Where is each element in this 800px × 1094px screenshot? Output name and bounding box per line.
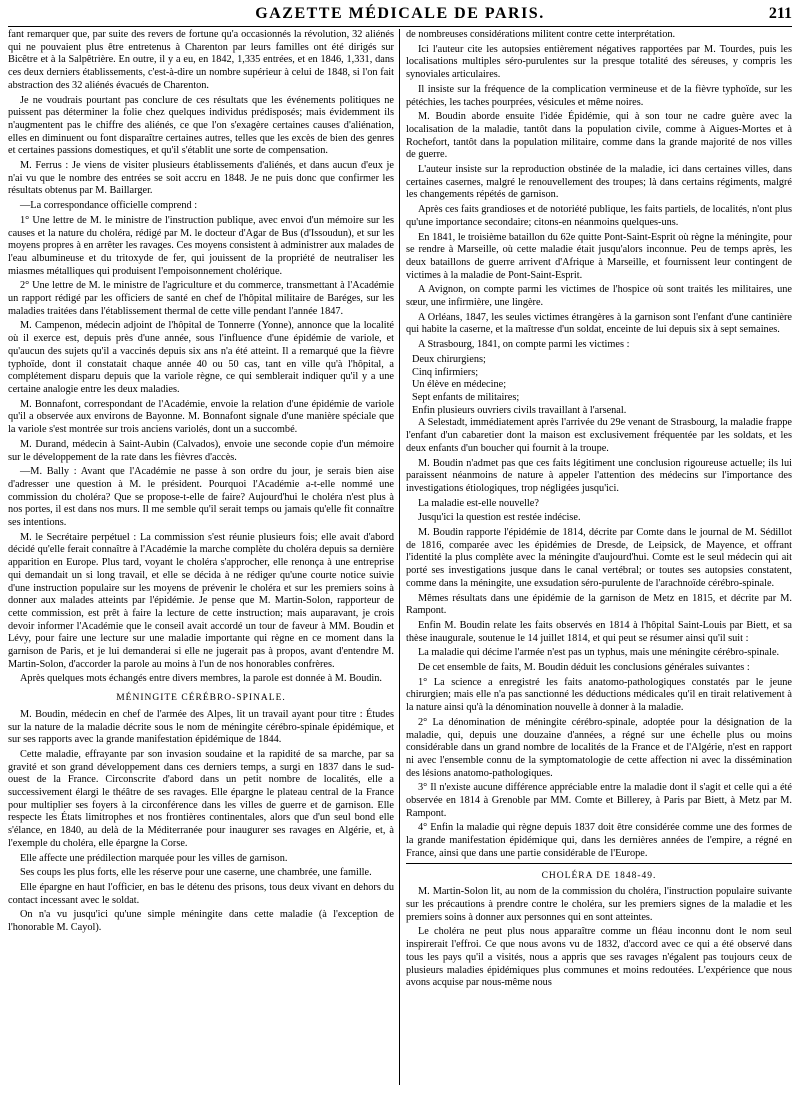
paragraph: fant remarquer que, par suite des revers de fortune qu'a occasionnés la révolution, 32 aliénés qui ne pouvaient plus être entretenus à Charenton par leurs familles ont été dirigés sur Bicêtre et à la Salpêtrière. En outre, il y a eu, en 1842, 1,335 entrées, et en 1846, 1,331, dans ces deux derniers établissements, c'est-à-dire un nombre supérieur à celui de 1848, si l'on fait abstraction des 32 aliénés évacués de Charenton. xyxy=(8,29,394,91)
paragraph: M. Boudin, médecin en chef de l'armée des Alpes, lit un travail ayant pour titre : Études sur la nature de la maladie décrite sous le nom de méningite cérébro-spinale épidémique, et sur ses rapports avec la grande manifestation épidémique de 1844. xyxy=(8,708,394,746)
paragraph: Cette maladie, effrayante par son invasion soudaine et la rapidité de sa marche, par sa gravité et son grand développement dans ces derniers temps, a surgi en 1837 dans le sud-ouest de la France. Circonscrite d'abord dans un petit nombre de localités, elle a successivement élargi le théâtre de ses ravages. Elle épargne le plateau central de la France pour multiplier ses foyers à la circonférence dans les villes de guerre et de garnison. Elle respecte les États limitrophes et nos frontières continentales, alors que d'un seul bond elle s'élance, en 1840, au delà de la Méditerranée pour inaugurer ses ravages en Algérie, et, à l'exemple du choléra, elle épargne la Corse. xyxy=(8,748,394,849)
paragraph: L'auteur insiste sur la reproduction obstinée de la maladie, ici dans certaines villes, dans certaines casernes, malgré le renouvellement des troupes; là dans certains régiments, malgré les changements répétés de garnison. xyxy=(406,164,792,201)
paragraph: Elle affecte une prédilection marquée pour les villes de garnison. xyxy=(20,852,288,864)
paragraph: —La correspondance officielle comprend : xyxy=(20,200,198,212)
paragraph: M. Durand, médecin à Saint-Aubin (Calvados), envoie une seconde copie d'un mémoire sur le développement de la rate dans les fièvres d'accès. xyxy=(8,438,394,463)
paragraph: Après quelques mots échangés entre divers membres, la parole est donnée à M. Boudin. xyxy=(20,673,383,685)
paragraph: 1° Une lettre de M. le ministre de l'instruction publique, avec envoi d'un mémoire sur les causes et la nature du choléra, rédigé par M. le docteur d'Agar de Bus (d'Issoudun), et sur les moyens propres à en arrêter les ravages. Ces moyens consistent à administrer aux malades de l'eau albumineuse et du tritoxyde de fer, qui jouissent de la propriété de neutraliser les miasmes métalliques qui produisent l'empoisonnement cholérique. xyxy=(8,214,394,277)
page xyxy=(8,4,792,1086)
paragraph: Il insiste sur la fréquence de la complication vermineuse et de la fièvre typhoïde, sur les pétéchies, les taches pourprées, vésicules et même noires. xyxy=(406,83,792,108)
paragraph: La maladie est-elle nouvelle? xyxy=(418,497,539,509)
paragraph: M. Ferrus : Je viens de visiter plusieurs établissements d'aliénés, et dans aucun d'eux je n'ai vu que le nombre des entrées se soit accru en 1848. Je ne puis donc que confirmer les résultats obtenus par M. Baillarger. xyxy=(8,160,394,197)
section-divider xyxy=(406,863,792,864)
paragraph: M. Campenon, médecin adjoint de l'hôpital de Tonnerre (Yonne), annonce que la localité où il exerce est, depuis près d'une année, sous l'influence d'une épidémie de variole, et qu'aucun des sujets qu'il a vaccinés depuis six ans n'a été atteint. Il a remarqué que la fièvre typhoïde, dont il constatait chaque année 40 ou 50 cas, tant en ville qu'à l'hôpital, a complétement disparu depuis que la variole règne, ce qui semblerait indiquer qu'il y a une certaine analogie entre les deux maladies. xyxy=(8,320,394,395)
paragraph: On n'a vu jusqu'ici qu'une simple méningite dans cette maladie (à l'exception de l'honorable M. Cayol). xyxy=(8,909,394,934)
paragraph: Jusqu'ici la question est restée indécise. xyxy=(418,512,581,524)
paragraph: M. Boudin n'admet pas que ces faits légitiment une conclusion rigoureuse actuelle; ils lui paraissent néanmoins de nature à appeler l'attention des médecins sur l'importance des investigations étiologiques, trop négligées jusqu'ici. xyxy=(406,457,792,494)
paragraph: A Strasbourg, 1841, on compte parmi les victimes : xyxy=(418,339,630,351)
paragraph: —M. Bally : Avant que l'Académie ne passe à son ordre du jour, je serais bien aise d'adresser une question à M. le président. Pourquoi l'Académie a-t-elle nommé une commission du choléra? Que se propose-t-elle de faire? Aujourd'hui le choléra n'est plus à nos portes, il est dans nos murs. Il me semble qu'il serait temps ou jamais qu'elle fit connaître ses intentions. xyxy=(8,466,394,529)
paragraph: Mêmes résultats dans une épidémie de la garnison de Metz en 1815, et décrite par M. Rampont. xyxy=(406,592,792,617)
paragraph: M. Boudin aborde ensuite l'idée Épidémie, qui à son tour ne cadre guère avec la localisation de la maladie, tantôt dans la population civile, comme à Aigues-Mortes et à Rochefort, tantôt dans la population militaire, comme dans la grande majorité de nos villes de guerre. xyxy=(406,111,792,161)
section-heading: MÉNINGITE CÉRÉBRO-SPINALE. xyxy=(116,693,286,704)
paragraph: M. Bonnafont, correspondant de l'Académie, envoie la relation d'une épidémie de variole qu'il a observée aux environs de Bayonne. M. Bonnafont signale d'une manière spéciale que la variole s'est montrée sur trois anciens variolés, dont un a succombé. xyxy=(8,398,394,436)
paragraph: Je ne voudrais pourtant pas conclure de ces résultats que les événements politiques ne puissent pas déterminer la folie chez quelques individus prédisposés; mais évidemment ils n'augmentent pas le chiffre des aliénés, ce que l'on s'exagère certaines causes d'aliénation, elles en diminuent ou font disparaître certaines autres, telles que les excès de bien des genres et certaines passions domestiques, et qu'il s'établit une sorte de compensation. xyxy=(8,94,394,157)
victims-list xyxy=(406,354,792,418)
paragraph: M. Boudin rapporte l'épidémie de 1814, décrite par Comte dans le journal de M. Sédillot de 1816, comparée avec les épidémies de Dresde, de Leipsick, de Mayence, et offrant l'identité la plus complète avec la méningite d'aujourd'hui. Comte est le seul médecin qui ait porté ses investigations jusque dans le canal vertébral; or toutes ses autopsies constatent, comme dans la méningite, une exsudation séro-purulente de l'arachnoïde cérébro-spinale. xyxy=(406,527,792,589)
paragraph: M. Martin-Solon lit, au nom de la commission du choléra, l'instruction populaire suivante sur les précautions à prendre contre le choléra, sur les premiers signes de la maladie et les premiers soins à donner aux personnes qui en sont atteintes. xyxy=(406,886,792,923)
paragraph: La maladie qui décime l'armée n'est pas un typhus, mais une méningite cérébro-spinale. xyxy=(418,647,780,659)
paragraph: A Selestadt, immédiatement après l'arrivée du 29e venant de Strasbourg, la maladie frappe l'enfant d'un cabaretier dont la maison est exclusivement fréquentée par les soldats, et les deux enfants d'un boucher qui fournit à la troupe. xyxy=(406,417,792,454)
list-item: Sept enfants de militaires; xyxy=(412,391,520,403)
paragraph: 2° La dénomination de méningite cérébro-spinale, adoptée pour la désignation de la maladie, qui, depuis une douzaine d'années, a régné sur une échelle plus ou moins considérable dans un grand nombre de localités de la France et de l'Algérie, n'est en rapport ni avec l'ensemble connu de la symptomatologie de cette affection ni avec la dissémination des lésions anatomo-pathologiques. xyxy=(406,716,792,779)
right-column xyxy=(400,29,792,1085)
list-item: Cinq infirmiers; xyxy=(412,366,479,378)
paragraph: Ses coups les plus forts, elle les réserve pour une caserne, une chambrée, une famille. xyxy=(20,867,372,879)
text-columns xyxy=(8,29,792,1085)
paragraph: Elle épargne en haut l'officier, en bas le détenu des prisons, tous deux vivant en dehors du contact incessant avec le soldat. xyxy=(8,882,394,906)
list-item: Deux chirurgiens; xyxy=(412,353,486,365)
paragraph: 3° Il n'existe aucune différence appréciable entre la maladie dont il s'agit et celle qui a été observée en 1814 à Grenoble par MM. Comte et Billerey, à Paris par Biett, à Metz par M. Rampont. xyxy=(406,782,792,819)
paragraph: 1° La science a enregistré les faits anatomo-pathologiques constatés par le jeune chirurgien; mais elle n'a pas sanctionné les déductions médicales qu'il en tirait relativement à la nature ainsi qu'à la dénomination nouvelle à donner à la maladie. xyxy=(406,676,792,714)
list-item: Enfin plusieurs ouvriers civils travaillant à l'arsenal. xyxy=(412,404,627,416)
journal-title: GAZETTE MÉDICALE DE PARIS. xyxy=(255,5,545,22)
paragraph: Après ces faits grandioses et de notoriété publique, les faits partiels, de localités, n'ont plus qu'une importance secondaire; citons-en néanmoins quelques-uns. xyxy=(406,204,792,228)
paragraph: Le choléra ne peut plus nous apparaître comme un fléau inconnu dont le nom seul inspirerait l'effroi. Ce que nous avons vu de 1832, d'accord avec ce qui a été observé dans tous les pays qu'il a visités, nous a appris que ses ravages n'égalent pas toujours ceux de plusieurs maladies épidémiques plus communes et moins redoutées. L'expérience que nous avons acquise par nous-même nous xyxy=(406,926,792,989)
paragraph: de nombreuses considérations militent contre cette interprétation. xyxy=(406,29,676,40)
paragraph: A Orléans, 1847, les seules victimes étrangères à la garnison sont l'enfant d'une cantinière qui habite la caserne, et la maîtresse d'un soldat, enceinte de lui depuis six à sept semaines. xyxy=(406,311,792,336)
section-heading: CHOLÉRA DE 1848-49. xyxy=(541,870,657,881)
left-column xyxy=(8,29,400,1085)
list-item: Un élève en médecine; xyxy=(412,379,507,391)
paragraph: A Avignon, on compte parmi les victimes de l'hospice où sont traités les militaires, une sœur, une infirmière, une lingère. xyxy=(406,284,792,309)
paragraph: De cet ensemble de faits, M. Boudin déduit les conclusions générales suivantes : xyxy=(418,662,750,674)
paragraph: Ici l'auteur cite les autopsies entièrement négatives rapportées par M. Tourdes, puis les localisations multiples séro-purulentes sur la presque totalité des séreuses, y compris les synoviales articulaires. xyxy=(406,43,792,81)
page-number: 211 xyxy=(768,5,792,22)
paragraph: 2° Une lettre de M. le ministre de l'agriculture et du commerce, transmettant à l'Académie un rapport rédigé par les officiers de santé en chef de l'hôpital militaire de Baréges, sur les maladies traitées dans l'établissement thermal de cette ville pendant l'année 1847. xyxy=(8,280,394,317)
page-header xyxy=(8,4,792,27)
paragraph: Enfin M. Boudin relate les faits observés en 1814 à l'hôpital Saint-Louis par Biett, et sa thèse inaugurale, soutenue le 14 juillet 1814, et qui peut se résumer ainsi qu'il suit : xyxy=(406,619,792,644)
paragraph: M. le Secrétaire perpétuel : La commission s'est réunie plusieurs fois; elle avait d'abord décidé qu'elle ferait connaître à l'Académie la marche complète du choléra depuis sa dernière apparition en Europe. Plus tard, voyant le choléra s'approcher, elle renonça à une entreprise qui demandait un si long travail, et elle se décida à ne rédiger qu'une courte notice suivie d'une instruction populaire sur les moyens de prévenir le choléra et sur les premiers soins à donner aux malades atteints par l'épidémie. Je pense que M. Martin-Solon, rapporteur de cette commission, est prêt à faire la lecture de cette instruction; mais auparavant, je crois devoir informer l'Académie que le conseil avait accordé un tour de faveur à MM. Boudin et Lévy, pour faire une lecture sur une maladie importante qui règne en ce moment dans la garnison de Paris, et je lui demanderai si elle ne jugerait pas à propos, avant d'entendre M. Martin-Solon, d'accorder la parole au moins à l'un de nos honorables confrères. xyxy=(8,531,394,670)
paragraph: En 1841, le troisième bataillon du 62e quitte Pont-Saint-Esprit où règne la méningite, pour se rendre à Marseille, où cette maladie était jusqu'alors inconnue. Peu de temps après, les deux bataillons de guerre arrivent d'Afrique à Marseille, et fournissent leur contingent de victimes à la maladie de Pont-Saint-Esprit. xyxy=(406,231,792,281)
paragraph: 4° Enfin la maladie qui règne depuis 1837 doit être considérée comme une des formes de la grande manifestation épidémique qui, dans les dernières années de l'empire, a régné en France, ainsi que dans une partie considérable de l'Europe. xyxy=(406,822,792,859)
